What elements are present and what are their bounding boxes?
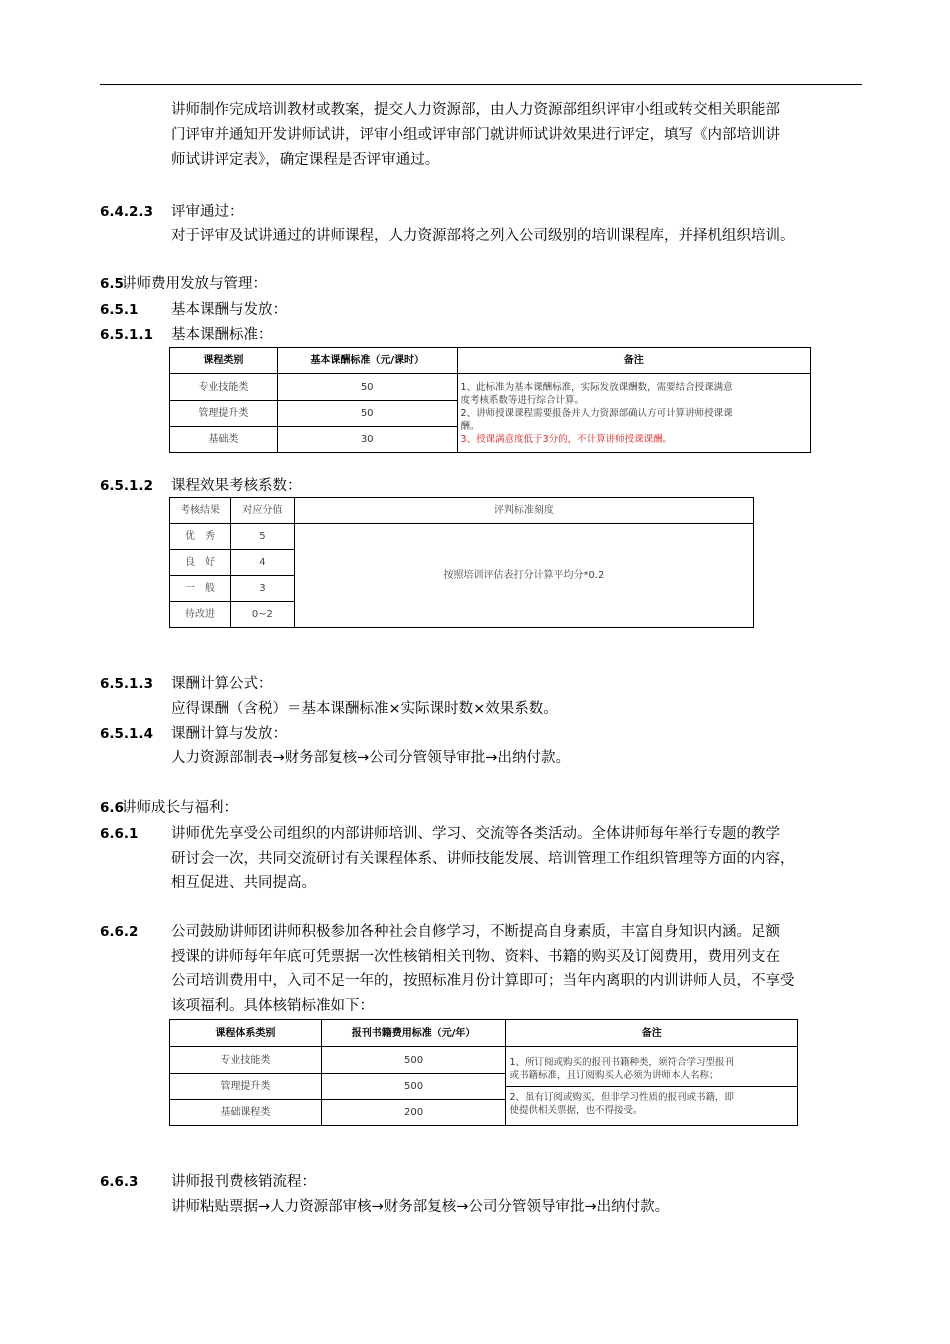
section-title: 基本课酬标准： xyxy=(171,327,273,343)
note-block-1 xyxy=(506,1054,797,1087)
table-header: 评判标准刻度 xyxy=(294,498,753,524)
note-line: 使提供相关票据，也不得接受。 xyxy=(509,1104,643,1116)
table-cell: 50 xyxy=(277,401,457,427)
intro-line-1: 讲师制作完成培训教材或教案，提交人力资源部，由人力资源部组织评审小组或转交相关职能部 xyxy=(171,102,780,118)
table-cell: 一 般 xyxy=(170,576,231,602)
note-line: 度考核系数等进行综合计算。 xyxy=(460,394,585,406)
note-line: 1、所订阅或购买的报刊书籍种类，须符合学习型报刊 xyxy=(509,1056,734,1068)
note-line: 或书籍标准，且订阅购买人必须为讲师本人名称； xyxy=(509,1069,719,1081)
table-cell: 待改进 xyxy=(170,602,231,628)
table-row xyxy=(170,1047,798,1074)
note-block-2 xyxy=(506,1087,797,1119)
table-header: 课程类别 xyxy=(170,348,278,374)
header-rule xyxy=(100,84,862,85)
table-cell: 基础类 xyxy=(170,427,278,453)
section-title: 课程效果考核系数： xyxy=(171,478,302,494)
table-cell: 0~2 xyxy=(230,602,294,628)
section-text: 人力资源部制表→财务部复核→公司分管领导审批→出纳付款。 xyxy=(171,750,570,766)
table-row xyxy=(170,524,754,550)
table-cell: 优 秀 xyxy=(170,524,231,550)
section-number: 6.6.2 xyxy=(100,924,139,940)
section-title: 课酬计算与发放： xyxy=(171,726,287,742)
note-line: 酬。 xyxy=(460,420,480,432)
table-cell: 基础课程类 xyxy=(170,1100,322,1126)
table-cell: 管理提升类 xyxy=(170,1074,322,1100)
section-title: 讲师费用发放与管理： xyxy=(122,276,267,292)
section-text: 讲师粘贴票据→人力资源部审核→财务部复核→公司分管领导审批→出纳付款。 xyxy=(171,1199,670,1215)
note-line: 1、此标准为基本课酬标准，实际发放课酬数，需要结合授课满意 xyxy=(460,381,733,393)
table-cell: 良 好 xyxy=(170,550,231,576)
section-text: 应得课酬（含税）＝基本课酬标准×实际课时数×效果系数。 xyxy=(171,701,558,717)
table-cell: 专业技能类 xyxy=(170,1047,322,1074)
table-cell: 5 xyxy=(230,524,294,550)
book-fee-table xyxy=(169,1019,798,1126)
para-line: 讲师优先享受公司组织的内部讲师培训、学习、交流等各类活动。全体讲师每年举行专题的教学 xyxy=(171,826,780,842)
note-red: 授课满意度低于3分的，不计算讲师授课课酬。 xyxy=(476,433,673,445)
table-row xyxy=(170,374,811,401)
section-title: 讲师报刊费核销流程： xyxy=(171,1174,316,1190)
table-cell: 管理提升类 xyxy=(170,401,278,427)
table-header: 考核结果 xyxy=(170,498,231,524)
section-number: 6.6 xyxy=(100,800,124,816)
section-number: 6.5.1.3 xyxy=(100,676,153,692)
section-title: 基本课酬与发放： xyxy=(171,302,287,318)
section-title: 评审通过： xyxy=(171,204,244,220)
table-header: 备注 xyxy=(457,348,810,374)
section-number: 6.4.2.3 xyxy=(100,204,153,220)
para-line: 授课的讲师每年年底可凭票据一次性核销相关刊物、资料、书籍的购买及订阅费用，费用列支在 xyxy=(171,949,780,965)
note-red-prefix: 3、 xyxy=(460,433,477,445)
intro-line-2: 门评审并通知开发讲师试讲，评审小组或评审部门就讲师试讲效果进行评定，填写《内部培训讲 xyxy=(171,127,780,143)
section-number: 6.5.1.4 xyxy=(100,726,153,742)
table-cell: 500 xyxy=(321,1074,506,1100)
section-number: 6.5.1 xyxy=(100,302,139,318)
note-line: 2、虽有订阅或购买，但非学习性质的报刊或书籍，即 xyxy=(509,1091,734,1103)
section-text: 对于评审及试讲通过的讲师课程，人力资源部将之列入公司级别的培训课程库，并择机组织培训。 xyxy=(171,228,795,244)
section-title: 讲师成长与福利： xyxy=(122,800,238,816)
section-number: 6.6.1 xyxy=(100,826,139,842)
table-cell: 30 xyxy=(277,427,457,453)
basic-fee-table xyxy=(169,347,811,453)
section-number: 6.5.1.1 xyxy=(100,327,153,343)
section-number: 6.5 xyxy=(100,276,124,292)
table-header: 对应分值 xyxy=(230,498,294,524)
criteria-cell: 按照培训评估表打分计算平均分*0.2 xyxy=(294,524,753,628)
para-line: 公司鼓励讲师团讲师积极参加各种社会自修学习，不断提高自身素质，丰富自身知识内涵。足额 xyxy=(171,924,780,940)
para-line: 公司培训费用中，入司不足一年的，按照标准月份计算即可；当年内离职的内训讲师人员，不享受 xyxy=(171,973,795,989)
notes-cell xyxy=(506,1047,798,1126)
table-header: 备注 xyxy=(506,1020,798,1047)
table-cell: 50 xyxy=(277,374,457,401)
effect-coefficient-table xyxy=(169,497,754,628)
table-cell: 3 xyxy=(230,576,294,602)
section-title: 课酬计算公式： xyxy=(171,676,273,692)
table-cell: 200 xyxy=(321,1100,506,1126)
para-line: 研讨会一次，共同交流研讨有关课程体系、讲师技能发展、培训管理工作组织管理等方面的内容， xyxy=(171,851,795,867)
section-number: 6.6.3 xyxy=(100,1174,139,1190)
note-line: 2、讲师授课课程需要报备并人力资源部确认方可计算讲师授课课 xyxy=(460,407,733,419)
table-header: 报刊书籍费用标准（元/年） xyxy=(321,1020,506,1047)
intro-line-3: 师试讲评定表》，确定课程是否评审通过。 xyxy=(171,152,440,168)
table-cell: 4 xyxy=(230,550,294,576)
table-header: 课程体系类别 xyxy=(170,1020,322,1047)
para-line: 该项福利。具体核销标准如下： xyxy=(171,998,374,1014)
table-cell: 专业技能类 xyxy=(170,374,278,401)
para-line: 相互促进、共同提高。 xyxy=(171,875,316,891)
table-cell: 500 xyxy=(321,1047,506,1074)
table-header: 基本课酬标准（元/课时） xyxy=(277,348,457,374)
section-number: 6.5.1.2 xyxy=(100,478,153,494)
notes-cell xyxy=(457,374,810,453)
